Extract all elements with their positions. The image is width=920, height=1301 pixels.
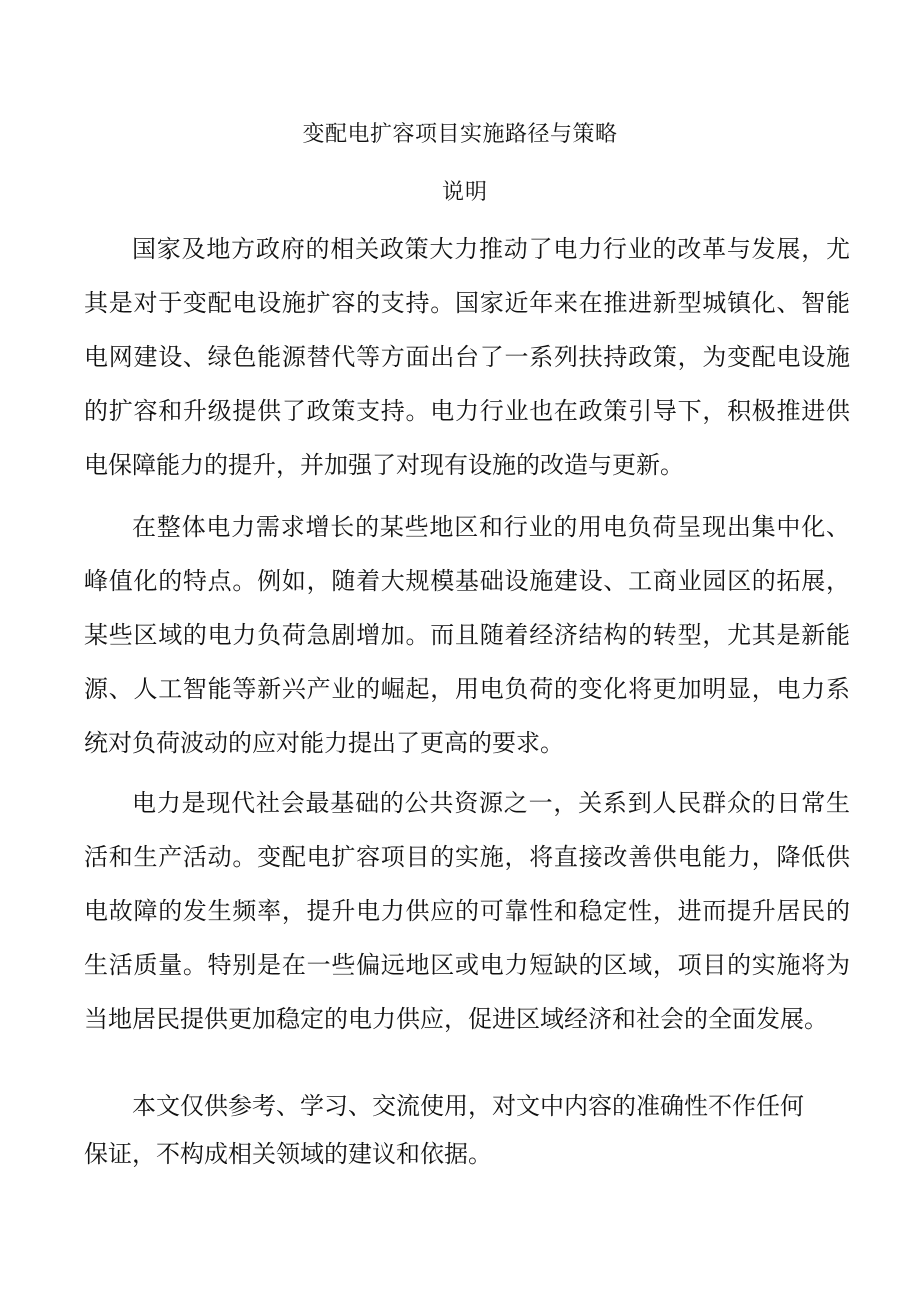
paragraph-policy-support: 国家及地方政府的相关政策大力推动了电力行业的改革与发展，尤其是对于变配电设施扩容的支持。国家近年来在推进新型城镇化、智能电网建设、绿色能源替代等方面出台了一系列扶持政策，为变配电设施的扩容和升级提供了政策支持。电力行业也在政策引导下，积极推进供电保障能力的提升，并加强了对现有设施的改造与更新。 [84, 235, 850, 479]
paragraph-public-resource: 电力是现代社会最基础的公共资源之一，关系到人民群众的日常生活和生产活动。变配电扩容项目的实施，将直接改善供电能力，降低供电故障的发生频率，提升电力供应的可靠性和稳定性，进而提升居民的生活质量。特别是在一些偏远地区或电力短缺的区域，项目的实施将为当地居民提供更加稳定的电力供应，促进区域经济和社会的全面发展。 [84, 789, 850, 1033]
paragraph-disclaimer: 本文仅供参考、学习、交流使用，对文中内容的准确性不作任何保证，不构成相关领域的建议和依据。 [84, 1092, 804, 1168]
document-title: 变配电扩容项目实施路径与策略 [302, 122, 618, 147]
section-heading-explanation: 说明 [441, 180, 488, 205]
paragraph-load-growth: 在整体电力需求增长的某些地区和行业的用电负荷呈现出集中化、峰值化的特点。例如，随着大规模基础设施建设、工商业园区的拓展，某些区域的电力负荷急剧增加。而且随着经济结构的转型，尤其是新能源、人工智能等新兴产业的崛起，用电负荷的变化将更加明显，电力系统对负荷波动的应对能力提出了更高的要求。 [84, 513, 850, 757]
